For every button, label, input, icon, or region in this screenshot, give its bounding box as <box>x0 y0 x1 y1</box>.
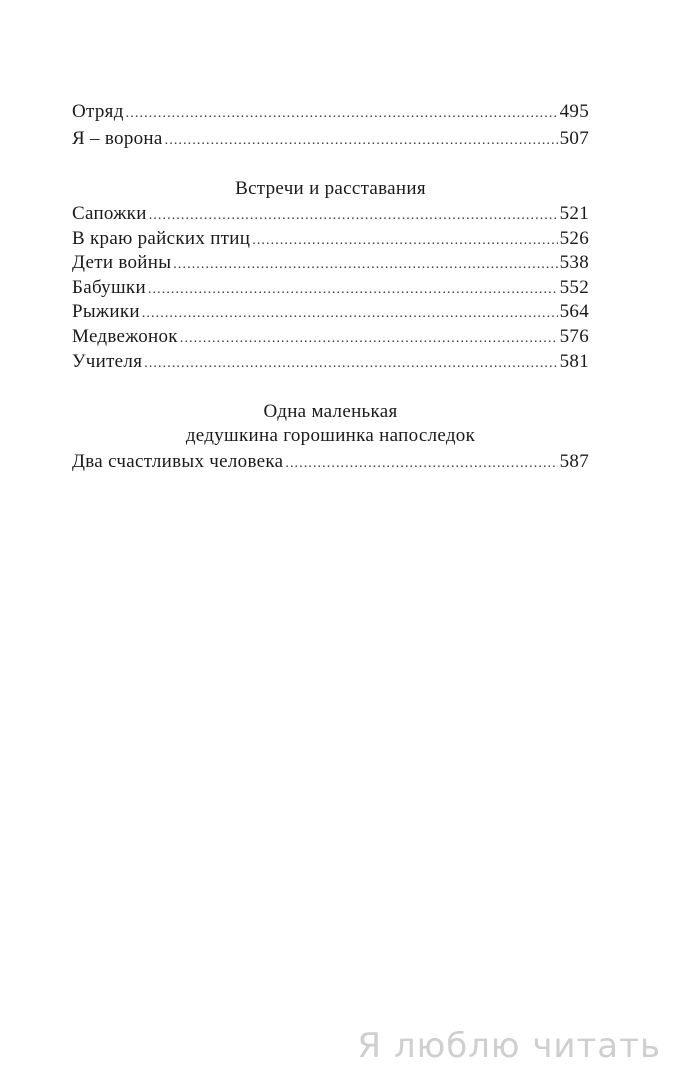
dot-leader <box>126 102 558 126</box>
dot-leader <box>252 229 557 253</box>
toc-entry-page: 564 <box>559 301 589 322</box>
section-heading: Встречи и расставания <box>235 178 426 199</box>
dot-leader <box>173 253 557 277</box>
toc-entry-title: Я – ворона <box>72 128 163 149</box>
toc-entry-page: 495 <box>559 101 589 122</box>
toc-entry-title: Медвежонок <box>72 326 178 347</box>
dot-leader <box>285 452 557 476</box>
toc-entry-page: 576 <box>559 326 589 347</box>
toc-entry-page: 526 <box>559 228 589 249</box>
toc-entry-page: 587 <box>559 451 589 472</box>
watermark: Я люблю читать <box>357 1026 661 1066</box>
toc-entry <box>72 251 589 275</box>
dot-leader <box>149 204 558 228</box>
toc-entry-page: 581 <box>559 351 589 372</box>
dot-leader <box>180 327 558 351</box>
dot-leader <box>144 352 557 376</box>
toc-entry-page: 552 <box>559 277 589 298</box>
toc-entry-title: В краю райских птиц <box>72 228 251 249</box>
toc-entry-page: 507 <box>559 128 589 149</box>
toc-entry <box>72 227 589 251</box>
toc-entry-title: Два счастливых человека <box>72 451 284 472</box>
dot-leader <box>142 302 558 326</box>
toc-entry-page: 521 <box>559 203 589 224</box>
toc-entry-page: 538 <box>559 252 589 273</box>
toc-entry-title: Рыжики <box>72 301 140 322</box>
toc-entry-title: Отряд <box>72 101 124 122</box>
section-heading: дедушкина горошинка напоследок <box>185 425 476 446</box>
dot-leader <box>148 278 558 302</box>
section-heading: Одна маленькая <box>263 401 398 422</box>
toc-entry-title: Дети войны <box>72 252 172 273</box>
toc-entry <box>72 450 589 474</box>
toc-entry <box>72 100 589 124</box>
dot-leader <box>165 129 558 153</box>
toc-entry <box>72 300 589 324</box>
toc-entry <box>72 202 589 226</box>
toc-entry <box>72 350 589 374</box>
toc-entry-title: Сапожки <box>72 203 147 224</box>
toc-entry <box>72 325 589 349</box>
toc-entry-title: Бабушки <box>72 277 146 298</box>
toc-entry-title: Учителя <box>72 351 143 372</box>
toc-entry <box>72 276 589 300</box>
toc-entry <box>72 127 589 151</box>
